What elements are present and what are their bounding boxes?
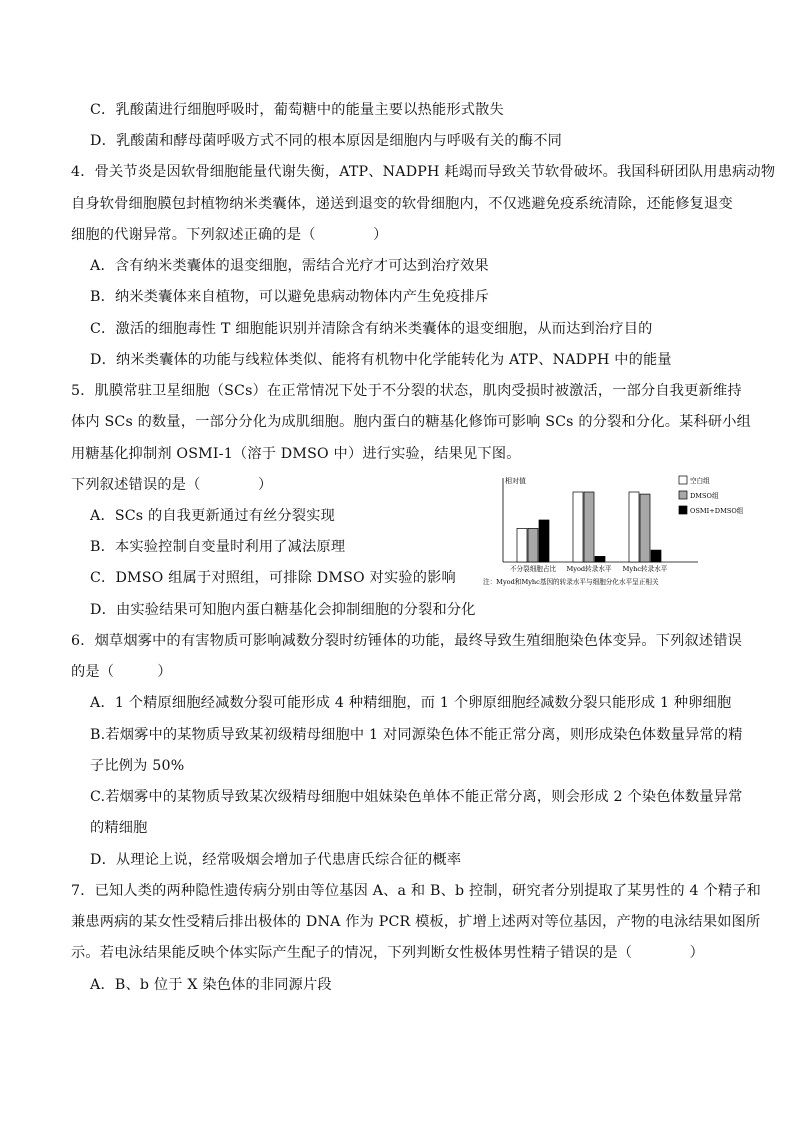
bar-2-1: [640, 494, 650, 562]
text-line: 的精细胞: [90, 820, 148, 836]
legend-label: OSMI+DMSO组: [690, 507, 744, 515]
text-line: D．从理论上说，经常吸烟会增加子代患唐氏综合征的概率: [90, 852, 462, 868]
text-line: D．乳酸菌和酵母菌呼吸方式不同的根本原因是细胞内与呼吸有关的酶不同: [90, 133, 562, 149]
text-line: C．乳酸菌进行细胞呼吸时，葡萄糖中的能量主要以热能形式散失: [90, 102, 504, 118]
bar-0-1: [528, 528, 538, 562]
bar-2-2: [651, 550, 661, 562]
legend-label: 空白组: [690, 477, 710, 485]
text-line: 示。若电泳结果能反映个体实际产生配子的情况，下列判断女性极体男性精子错误的是（ ）: [71, 945, 705, 961]
legend-swatch: [679, 491, 687, 499]
text-line: D．纳米类囊体的功能与线粒体类似、能将有机物中化学能转化为 ATP、NADPH 中的能量: [90, 352, 672, 368]
text-line: C．激活的细胞毒性 T 细胞能识别并清除含有纳米类囊体的退变细胞，从而达到治疗目的: [90, 321, 653, 337]
text-line: C．DMSO 组属于对照组，可排除 DMSO 对实验的影响: [90, 570, 456, 586]
text-line: 细胞的代谢异常。下列叙述正确的是（ ）: [71, 227, 388, 243]
text-line: B．本实验控制自变量时利用了减法原理: [90, 539, 346, 555]
text-line: A．SCs 的自我更新通过有丝分裂实现: [90, 508, 336, 524]
y-axis-label: 相对值: [505, 477, 526, 485]
chart-note: 注：Myod和Myhc基因的转录水平与细胞分化水平呈正相关: [483, 578, 659, 586]
bar-1-2: [595, 556, 605, 562]
text-line: 兼患两病的某女性受精后排出极体的 DNA 作为 PCR 模板，扩增上述两对等位基因，产物的电泳结果如图所: [71, 914, 761, 930]
bar-chart: [483, 470, 744, 590]
text-line: A．含有纳米类囊体的退变细胞，需结合光疗才可达到治疗效果: [90, 258, 489, 274]
text-line: A．B、b 位于 X 染色体的非同源片段: [90, 977, 332, 993]
text-line: 4．骨关节炎是因软骨细胞能量代谢失衡，ATP、NADPH 耗竭而导致关节软骨破坏。我国科研团队用患病动物: [71, 164, 776, 180]
x-tick-label: Myhc转录水平: [622, 565, 668, 573]
text-line: C.若烟雾中的某物质导致某次级精母细胞中姐妹染色单体不能正常分离，则会形成 2 个染色体数量异常: [90, 789, 743, 805]
text-line: 用糖基化抑制剂 OSMI-1（溶于 DMSO 中）进行实验，结果见下图。: [71, 446, 521, 462]
bar-0-0: [517, 528, 527, 562]
text-line: 6．烟草烟雾中的有害物质可影响减数分裂时纺锤体的功能，最终导致生殖细胞染色体变异。下列叙述错误: [71, 633, 743, 649]
legend-swatch: [679, 506, 687, 514]
legend-label: DMSO组: [690, 492, 719, 500]
x-tick-label: Myod转录水平: [566, 565, 612, 573]
text-line: 自身软骨细胞膜包封植物纳米类囊体，递送到退变的软骨细胞内，不仅逃避免疫系统清除，还能修复退变: [71, 196, 733, 212]
text-line: 下列叙述错误的是（ ）: [71, 477, 273, 493]
x-tick-label: 不分裂细胞占比: [509, 565, 557, 573]
legend-swatch: [679, 476, 687, 484]
text-line: 体内 SCs 的数量，一部分分化为成肌细胞。胞内蛋白的糖基化修饰可影响 SCs 的分裂和分化。某科研小组: [71, 414, 752, 430]
text-line: 5．肌膜常驻卫星细胞（SCs）在正常情况下处于不分裂的状态，肌肉受损时被激活，一部分自我更新维持: [71, 383, 742, 399]
bar-1-1: [584, 492, 594, 562]
text-line: B．纳米类囊体来自植物，可以避免患病动物体内产生免疫排斥: [90, 289, 490, 305]
text-line: 7．已知人类的两种隐性遗传病分别由等位基因 A、a 和 B、b 控制，研究者分别提取了某男性的 4 个精子和: [71, 883, 762, 899]
text-line: 子比例为 50%: [90, 758, 185, 774]
text-line: 的是（ ）: [71, 664, 172, 680]
bar-2-0: [629, 492, 639, 562]
text-line: D．由实验结果可知胞内蛋白糖基化会抑制细胞的分裂和分化: [90, 602, 476, 618]
bar-0-2: [539, 520, 549, 562]
text-line: B.若烟雾中的某物质导致某初级精母细胞中 1 对同源染色体不能正常分离，则形成染色体数量异常的精: [90, 727, 743, 743]
text-line: A．1 个精原细胞经减数分裂可能形成 4 种精细胞，而 1 个卵原细胞经减数分裂只能形成 1 种卵细胞: [90, 695, 732, 711]
bar-1-0: [573, 492, 583, 562]
